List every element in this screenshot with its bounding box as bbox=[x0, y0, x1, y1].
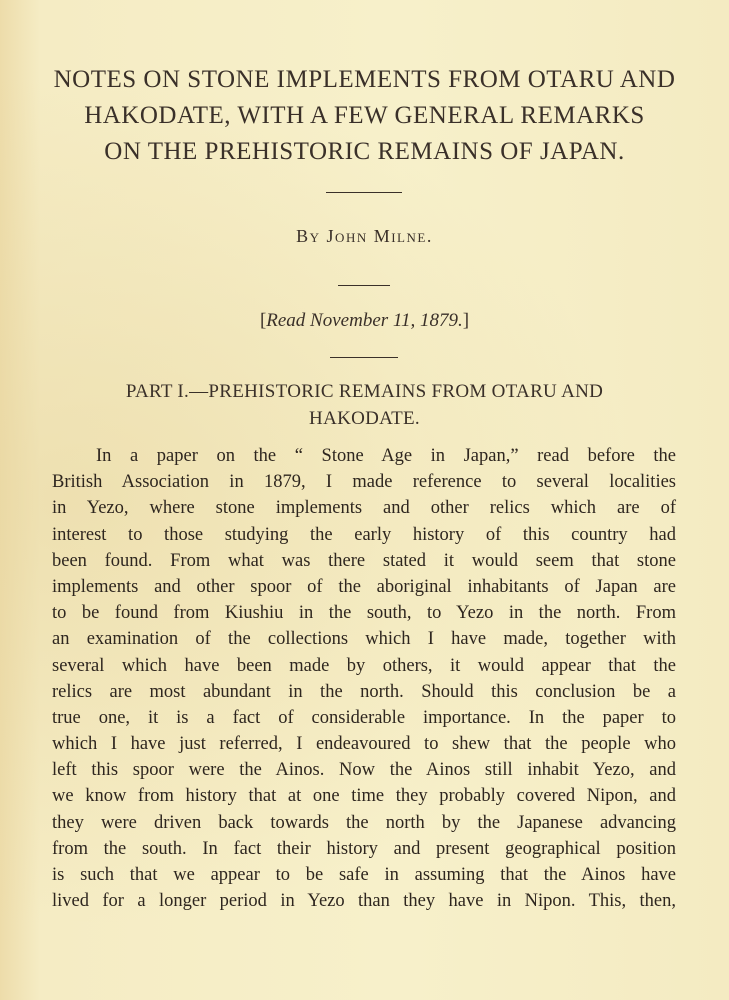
paragraph-line: from the south. In fact their history and present geographical position bbox=[52, 838, 676, 859]
paragraph-line: interest to those studying the early history of this country had bbox=[52, 524, 676, 545]
read-date-note bbox=[0, 310, 729, 332]
author-line: By John Milne. bbox=[296, 226, 433, 246]
read-divider bbox=[330, 357, 398, 358]
read-date: Read November 11, 1879. bbox=[266, 310, 463, 331]
paragraph-line: to be found from Kiushiu in the south, to Yezo in the north. From bbox=[52, 603, 676, 624]
paragraph-line: lived for a longer period in Yezo than they have in Nipon. This, then, bbox=[52, 891, 676, 912]
title-line-2: HAKODATE, WITH A FEW GENERAL REMARKS bbox=[84, 102, 645, 129]
read-bracket-open: [ bbox=[259, 310, 267, 331]
paragraph-line: been found. From what was there stated it would seem that stone bbox=[52, 550, 676, 571]
paragraph-line: in Yezo, where stone implements and other relics which are of bbox=[52, 498, 676, 519]
paragraph-line: an examination of the collections which I have made, together with bbox=[52, 629, 676, 650]
paper-title bbox=[30, 62, 699, 170]
paragraph-line: In a paper on the “ Stone Age in Japan,” read before the bbox=[96, 446, 676, 466]
body-paragraph bbox=[52, 443, 676, 914]
title-line-1: NOTES ON STONE IMPLEMENTS FROM OTARU AND bbox=[53, 66, 676, 93]
part-heading-line-1: PART I.—PREHISTORIC REMAINS FROM OTARU AND bbox=[125, 381, 604, 402]
paragraph-line: implements and other spoor of the aboriginal inhabitants of Japan are bbox=[52, 576, 676, 597]
author-divider bbox=[338, 285, 390, 286]
paragraph-line: we know from history that at one time they probably covered Nipon, and bbox=[52, 786, 676, 807]
paragraph-line: which I have just referred, I endeavoured to shew that the people who bbox=[52, 734, 676, 755]
paragraph-line: relics are most abundant in the north. Should this conclusion be a bbox=[52, 681, 676, 702]
paragraph-line: left this spoor were the Ainos. Now the Ainos still inhabit Yezo, and bbox=[52, 760, 676, 781]
title-divider bbox=[326, 192, 402, 193]
title-line-3: ON THE PREHISTORIC REMAINS OF JAPAN. bbox=[104, 138, 625, 165]
paragraph-line: several which have been made by others, it would appear that the bbox=[52, 655, 676, 676]
paragraph-line: they were driven back towards the north by the Japanese advancing bbox=[52, 812, 676, 833]
paragraph-line: British Association in 1879, I made reference to several localities bbox=[52, 472, 676, 493]
part-heading-line-2: HAKODATE. bbox=[309, 408, 420, 429]
read-bracket-close: ] bbox=[462, 310, 470, 331]
part-heading bbox=[0, 378, 729, 432]
paragraph-line: true one, it is a fact of considerable importance. In the paper to bbox=[52, 707, 676, 728]
paragraph-line: is such that we appear to be safe in assuming that the Ainos have bbox=[52, 865, 676, 885]
